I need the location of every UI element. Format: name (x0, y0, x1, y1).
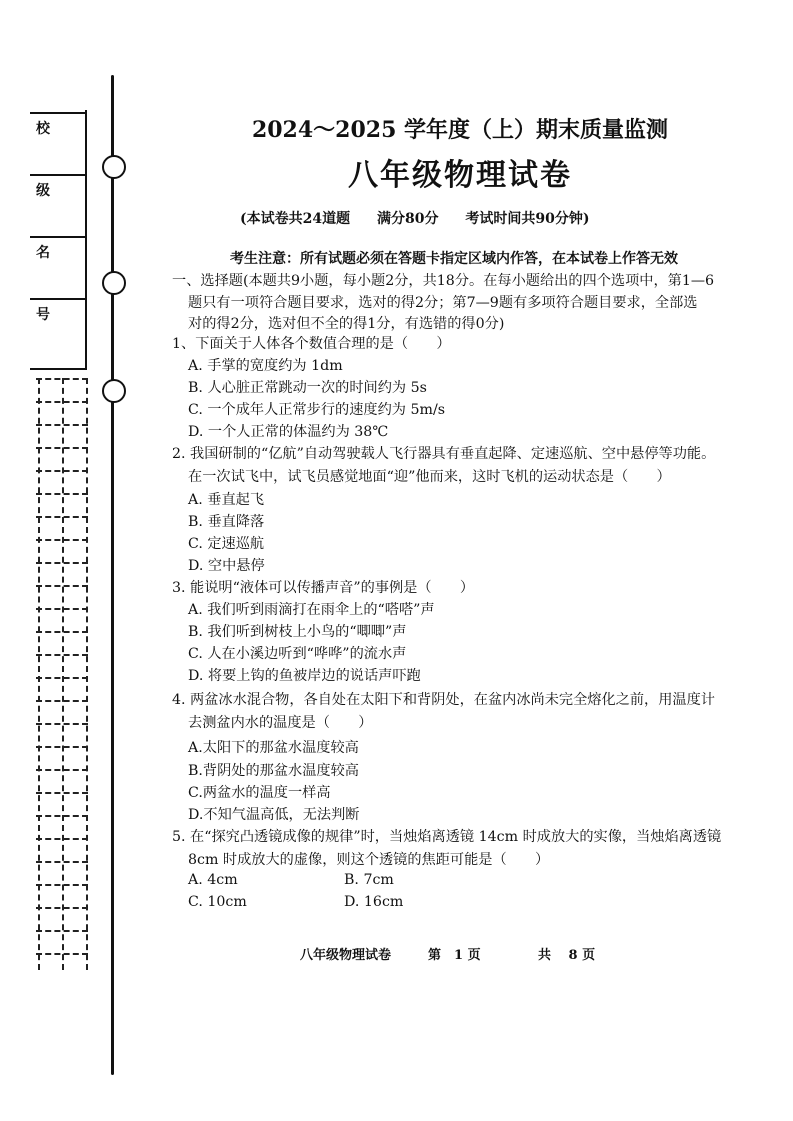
question-stem: 2. 我国研制的“亿航”自动驾驶载人飞行器具有垂直起降、定速巡航、空中悬停等功能。 (172, 446, 716, 462)
school-field (30, 112, 85, 176)
dashed-row (36, 378, 88, 380)
dashed-row (36, 953, 88, 955)
exam-notice: 考生注意：所有试题必须在答题卡指定区域内作答，在本试卷上作答无效 (230, 251, 678, 267)
class-label: 级 (36, 183, 50, 199)
dashed-row (36, 401, 88, 403)
dashed-row (36, 424, 88, 426)
question-stem: 在一次试飞中，试飞员感觉地面“迎”他而来，这时飞机的运动状态是（ ） (188, 469, 671, 485)
section-heading-line: 一、选择题(本题共9小题，每小题2分，共18分。在每小题给出的四个选项中，第1—6 (172, 273, 715, 289)
footer-page-number: 第 1 页 (428, 948, 481, 963)
dashed-row (36, 447, 88, 449)
school-label: 校 (36, 121, 50, 137)
dashed-row (36, 769, 88, 771)
dashed-row (36, 608, 88, 610)
name-field (30, 236, 85, 300)
question-option: D. 将要上钩的鱼被岸边的说话声吓跑 (188, 668, 421, 684)
exam-info-score: 满分80分 (376, 211, 439, 227)
question-option: B. 我们听到树枝上小鸟的“唧唧”声 (188, 624, 407, 640)
dashed-row (36, 700, 88, 702)
question-stem: 4. 两盆冰水混合物，各自处在太阳下和背阴处，在盆内冰尚未完全熔化之前，用温度计 (172, 692, 715, 708)
question-option: C.两盆水的温度一样高 (188, 785, 331, 801)
dashed-row (36, 493, 88, 495)
question-stem: 5. 在“探究凸透镜成像的规律”时，当烛焰离透镜 14cm 时成放大的实像，当烛焰离透镜 (172, 829, 722, 845)
question-stem: 去测盆内水的温度是（ ） (188, 715, 373, 731)
question-option: C. 10cm (188, 894, 247, 910)
question-option: A. 4cm (188, 872, 238, 888)
number-field (30, 298, 85, 370)
dashed-row (36, 792, 88, 794)
exam-info (240, 208, 611, 228)
dashed-row (36, 516, 88, 518)
dashed-row (36, 930, 88, 932)
dashed-row (36, 723, 88, 725)
question-option: B. 人心脏正常跳动一次的时间约为 5s (188, 380, 427, 396)
dashed-row (36, 562, 88, 564)
footer-paper-name: 八年级物理试卷 (300, 948, 392, 963)
section-heading-line: 对的得2分，选对但不全的得1分，有选错的得0分) (188, 316, 505, 332)
section-heading-line: 题只有一项符合题目要求，选对的得2分；第7—9题有多项符合题目要求，全部选 (188, 295, 698, 311)
question-option: B. 7cm (344, 872, 394, 888)
question-option: D.不知气温高低，无法判断 (188, 807, 360, 823)
question-option: A. 垂直起飞 (188, 492, 265, 508)
dashed-column (86, 378, 88, 970)
question-option: B.背阴处的那盆水温度较高 (188, 763, 359, 779)
footer-total-pages: 共 8 页 (538, 948, 596, 963)
dashed-row (36, 861, 88, 863)
dashed-column (38, 378, 40, 970)
class-field (30, 174, 85, 238)
dashed-row (36, 746, 88, 748)
question-option: B. 垂直降落 (188, 514, 265, 530)
number-label: 号 (36, 307, 50, 323)
punch-hole (102, 379, 126, 403)
question-option: D. 16cm (344, 894, 404, 910)
question-option: C. 一个成年人正常步行的速度约为 5m/s (188, 402, 446, 418)
exam-title-line1: 2024～2025 学年度（上）期末质量监测 (251, 117, 669, 143)
question-option: C. 人在小溪边听到“哗哗”的流水声 (188, 646, 407, 662)
dashed-row (36, 631, 88, 633)
question-option: A.太阳下的那盆水温度较高 (188, 740, 359, 756)
dashed-row (36, 907, 88, 909)
dashed-row (36, 539, 88, 541)
dashed-column (62, 378, 64, 970)
exam-info-time: 考试时间共90分钟) (465, 211, 590, 227)
dashed-row (36, 884, 88, 886)
dashed-row (36, 838, 88, 840)
binding-line (111, 75, 114, 1075)
dashed-row (36, 677, 88, 679)
punch-hole (102, 155, 126, 179)
name-label: 名 (36, 245, 50, 261)
margin-box-border (85, 110, 87, 370)
exam-info-count: (本试卷共24道题 (240, 211, 351, 227)
dashed-row (36, 815, 88, 817)
question-option: D. 一个人正常的体温约为 38℃ (188, 424, 389, 440)
punch-hole (102, 271, 126, 295)
question-stem: 3. 能说明“液体可以传播声音”的事例是（ ） (172, 580, 475, 596)
question-option: C. 定速巡航 (188, 536, 265, 552)
question-stem: 1、下面关于人体各个数值合理的是（ ） (172, 336, 451, 352)
question-option: A. 手掌的宽度约为 1dm (188, 358, 343, 374)
dashed-row (36, 585, 88, 587)
question-option: A. 我们听到雨滴打在雨伞上的“嗒嗒”声 (188, 602, 435, 618)
question-stem: 8cm 时成放大的虚像，则这个透镜的焦距可能是（ ） (188, 852, 550, 868)
question-option: D. 空中悬停 (188, 558, 265, 574)
exam-title-line2: 八年级物理试卷 (348, 158, 572, 193)
dashed-row (36, 654, 88, 656)
dashed-row (36, 470, 88, 472)
